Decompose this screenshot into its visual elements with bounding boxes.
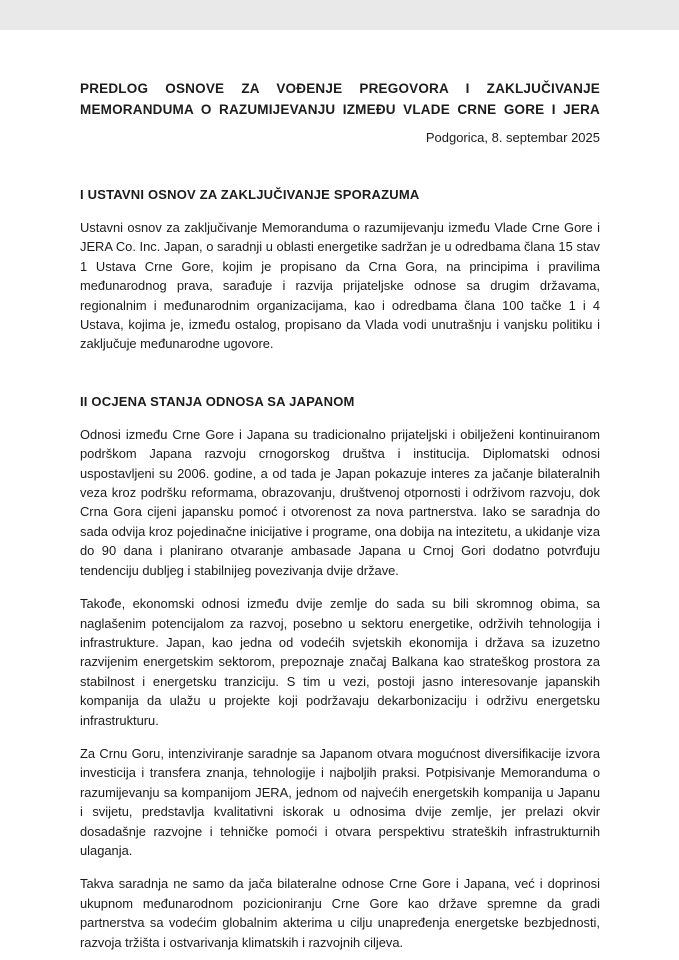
- spacer: [80, 147, 600, 159]
- paragraph-relations-overview: Odnosi između Crne Gore i Japana su tradicionalno prijateljski i obilježeni kontinuiranom podrškom Japana razvoju crnogorskog društva i institucija. Diplomatski odnosi uspostavljeni su 2006. godine, a od tada je Japan pokazuje interes za jačanje bilateralnih veza kroz podršku reformama, obrazovanju, društvenoj otpornosti i održivom razvoju, dok Crna Gora cijeni japansku pomoć i otvorenost za nova partnerstva. Iako se saradnja do sada odvija kroz pojedinačne inicijative i programe, ona dobija na intezitetu, a ukidanje viza do 90 dana i planirano otvaranje ambasade Japana u Crnoj Gori dodatno potvrđuju tendenciju dubljeg i stabilnijeg povezivanja dvije države.: [80, 426, 600, 578]
- paragraph-strategic-positioning: Takva saradnja ne samo da jača bilateralne odnose Crne Gore i Japana, već i doprinosi ukupnom međunarodnom pozicioniranju Crne Gore kao države spremne da gradi partnerstva sa vodećim globalnim akterima u cilju unapređenja energetske bezbjednosti, razvoja tržišta i ostvarivanja klimatskih i razvojnih ciljeva.: [80, 876, 600, 950]
- dateline: Podgorica, 8. septembar 2025: [425, 130, 600, 145]
- paragraph-cooperation-benefits: Za Crnu Goru, intenziviranje saradnje sa Japanom otvara mogućnost diversifikacije izvora investicija i transfera znanja, tehnologije i najboljih praksi. Potpisivanje Memoranduma o razumijevanju sa kompanijom JERA, jednom od najvećih energetskih kompanija u Japanu i svijetu, predstavlja kvalitativni iskorak u odnosima dvije zemlje, jer prelazi okvir dosadašnje razvojne i tehničke pomoći i otvara perspektivu strateških infrastrukturnih ulaganja.: [80, 745, 600, 858]
- paragraph-economic-relations: Takođe, ekonomski odnosi između dvije zemlje do sada su bili skromnog obima, sa naglašenim potencijalom za razvoj, posebno u sektoru energetike, održivih tehnologija i infrastrukture. Japan, kao jedna od vodećih svjetskih ekonomija i država sa izuzetno razvijenim energetskim sektorom, prepoznaje značaj Balkana kao strateškog prostora za stabilnost i energetsku tranziciju. S tim u vezi, postoji jasno interesovanje japanskih kompanija da ulažu u projekte koji podržavaju dekarbonizaciju i održivu energetsku infrastrukturu.: [80, 596, 600, 728]
- section-heading-constitutional-basis: I USTAVNI OSNOV ZA ZAKLJUČIVANJE SPORAZUMA: [80, 187, 420, 202]
- spacer: [80, 354, 600, 366]
- document-title-line-1: PREDLOG OSNOVE ZA VOĐENJE PREGOVORA I ZAKLJUČIVANJE: [80, 81, 600, 96]
- paragraph-constitutional-basis: Ustavni osnov za zaključivanje Memoranduma o razumijevanju između Vlade Crne Gore i JERA Co. Inc. Japan, o saradnji u oblasti energetike sadržan je u odredbama člana 15 stav 1 Ustava Crne Gore, kojim je propisano da Crna Gora, na principima i pravilima međunarodnog prava, sarađuje i razvija prijateljske odnose sa drugim državama, regionalnim i međunarodnim organizacijama, kao i odredbama člana 100 tačke 1 i 4 Ustava, kojima je, između ostalog, propisano da Vlada vodi unutrašnju i vanjsku politiku i zaključuje međunarodne ugovore.: [80, 220, 600, 352]
- page-top-margin-strip: [0, 0, 679, 30]
- document-title-line-2: MEMORANDUMA O RAZUMIJEVANJU IZMEĐU VLADE CRNE GORE I JERA: [80, 102, 600, 117]
- document-title: [80, 78, 600, 120]
- section-heading-relations-assessment: II OCJENA STANJA ODNOSA SA JAPANOM: [80, 393, 355, 409]
- document-content: [0, 30, 679, 952]
